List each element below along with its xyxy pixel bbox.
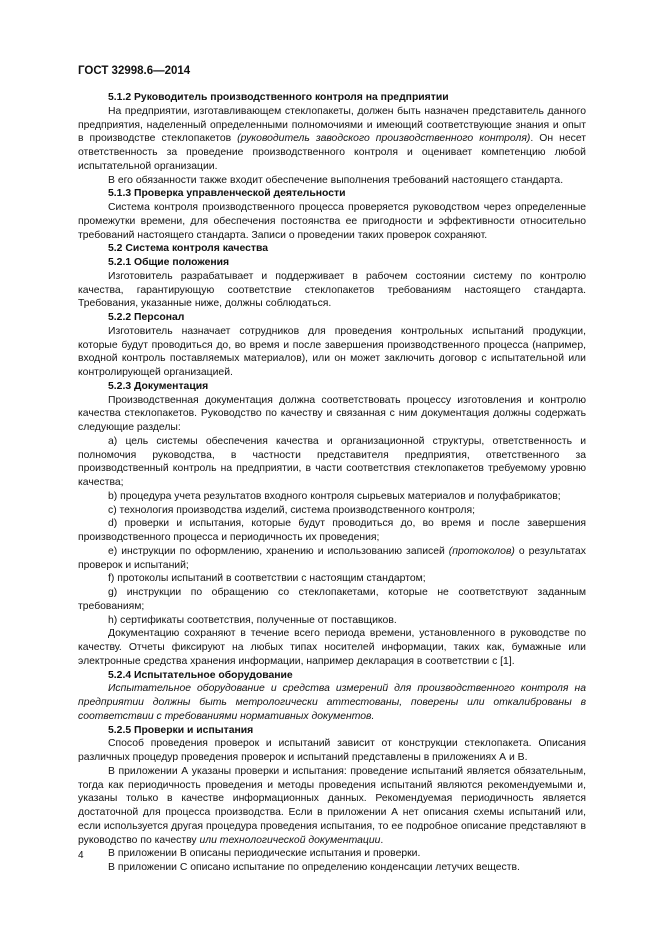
section-5-1-3-title: 5.1.3 Проверка управленческой деятельности [108,188,346,200]
paragraph: В его обязанности также входит обеспечение выполнения требований настоящего стандарта. [108,174,564,186]
list-item: f) протоколы испытаний в соответствии с настоящим стандартом; [108,573,426,585]
paragraph: В приложении В описаны периодические испытания и проверки. [108,848,421,860]
list-item: h) сертификаты соответствия, полученные от поставщиков. [108,614,397,626]
list-item: c) технология производства изделий, система производственного контроля; [108,504,476,516]
list-item: а) цель системы обеспечения качества и организационной структуры, ответственность и полномочия руководства, в частности представителя предприятия, ответственного за производственный контроль на предприятии, в части соответствия стеклопакетов требуемому уровню качества; [78,435,586,488]
section-5-2-3-title: 5.2.3 Документация [108,380,209,392]
page-number: 4 [78,850,84,861]
paragraph: Способ проведения проверок и испытаний зависит от конструкции стеклопакета. Описания различных процедур проведения проверок и испытаний представлены в приложениях А и В. [78,738,586,763]
section-5-2-1-title: 5.2.1 Общие положения [108,257,230,268]
list-item: e) инструкции по оформлению, хранению и использованию записей (протоколов) о результатах проверок и испытаний; [78,545,586,571]
paragraph: В приложении С описано испытание по определению конденсации летучих веществ. [108,862,520,873]
list-item: d) проверки и испытания, которые будут проводиться до, во время и после завершения производственного процесса и периодичность их проведения; [78,518,586,543]
paragraph: Система контроля производственного процесса проверяется руководством через определенные промежутки времени, для обеспечения постоянства ее пригодности и эффективности относительно требований настоящего стандарта. Записи о проведении таких проверок сохраняют. [78,202,586,241]
paragraph: Изготовитель разрабатывает и поддерживает в рабочем состоянии систему по контролю качества, гарантирующую соответствие стеклопакетов требованиям настоящего стандарта. Требования, указанные ниже, должны соблюдаться. [78,270,586,310]
section-5-1-2-title: 5.1.2 Руководитель производственного контроля на предприятии [108,92,449,103]
section-5-2-4-title: 5.2.4 Испытательное оборудование [108,669,293,681]
section-5-2-2-title: 5.2.2 Персонал [108,312,185,323]
paragraph: Производственная документация должна соответствовать процессу изготовления и контролю качества стеклопакетов. Руководство по качеству и связанная с ним документация должны содержать следующие разделы: [78,394,586,433]
paragraph: В приложении А указаны проверки и испытания: проведение испытаний является обязательным, тогда как периодичность проведения и методы проведения испытаний являются рекомендуемыми и, указаны только в качестве информационных данных. Рекомендуемая периодичность является достаточной для процесса производства. Если в приложении А нет описания схемы испытаний или, если используется другая процедура проведения испытания, то ее подробное описание представляют в руководство по качеству или технологической документации. [78,765,586,846]
section-5-2-title: 5.2 Система контроля качества [108,243,268,255]
paragraph: Изготовитель назначает сотрудников для проведения контрольных испытаний продукции, которые будут проводиться до, во время и после завершения производственного процесса (например, входной контроль поставляемых материалов), или он может заключить договор с испытательной или контролирующей организацией. [78,325,586,378]
list-item: g) инструкции по обращению со стеклопакетами, которые не соответствуют заданным требованиям; [78,587,586,612]
paragraph: На предприятии, изготавливающем стеклопакеты, должен быть назначен представитель данного предприятия, наделенный определенными полномочиями и имеющий соответствующие знания и опыт в производстве стеклопакетов (руководитель заводского производственного контроля). Он несет ответственность за проведение производственного контроля и оценивает компетенцию любой испытательной организации. [78,105,587,172]
section-5-2-5-title: 5.2.5 Проверки и испытания [108,724,254,736]
paragraph: Документацию сохраняют в течение всего периода времени, установленного в руководстве по качеству. Отчеты фиксируют на любых типах носителей информации, таких как, бумажные или электронные средства хранения информации, например декларация в соответствии с [1]. [78,628,586,667]
document-body [78,91,586,875]
list-item: b) процедура учета результатов входного контроля сырьевых материалов и полуфабрикатов; [108,490,561,502]
standard-header: ГОСТ 32998.6—2014 [78,65,191,77]
paragraph: Испытательное оборудование и средства измерений для производственного контроля на предприятии должны быть метрологически аттестованы, поверены или откалиброваны в соответствии с требованиями нормативных документов. [78,683,586,722]
